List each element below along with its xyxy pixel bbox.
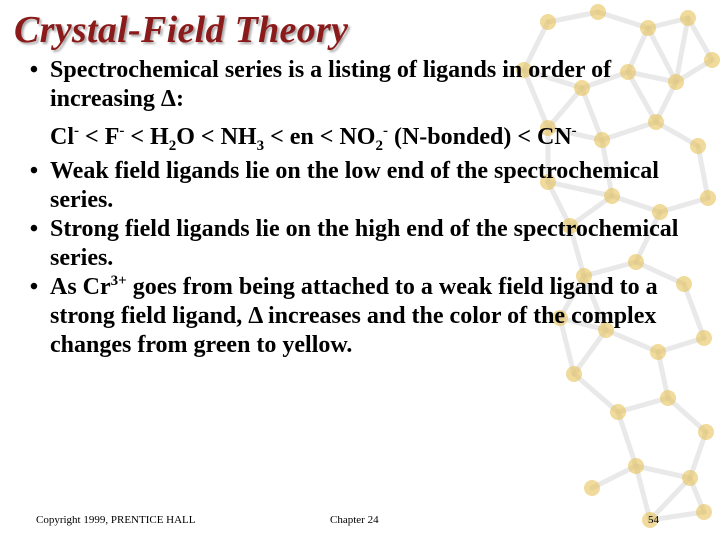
less-than: < bbox=[264, 124, 290, 150]
lattice-bond bbox=[574, 374, 618, 412]
ligand-en: en bbox=[289, 124, 314, 150]
lattice-atom bbox=[566, 366, 582, 382]
ligand-f: F bbox=[104, 124, 120, 150]
chromium-charge: 3+ bbox=[110, 273, 127, 289]
lattice-bond bbox=[636, 466, 650, 520]
ligand-nh3: NH bbox=[220, 124, 257, 150]
slide-title: Crystal-Field Theory bbox=[14, 9, 349, 51]
ligand-h2o-h: H bbox=[150, 124, 169, 150]
ligand-cl-charge: - bbox=[74, 123, 79, 139]
bullet-strong-field bbox=[18, 215, 698, 273]
ligand-f-charge: - bbox=[119, 123, 125, 139]
slide-body bbox=[18, 56, 698, 360]
lattice-atom bbox=[696, 504, 712, 520]
ligand-nh3-subscript: 3 bbox=[256, 137, 265, 154]
bullet-weak-field bbox=[18, 157, 698, 215]
bullet-dot: • bbox=[29, 216, 39, 242]
less-than: < bbox=[194, 124, 221, 150]
lattice-atom bbox=[540, 14, 556, 30]
spectrochemical-series-line bbox=[18, 123, 698, 152]
ligand-h2o-o: O bbox=[176, 124, 195, 150]
bullet-text bbox=[50, 273, 698, 360]
bullet-chromium-color bbox=[18, 273, 698, 360]
bullet-text: Strong field ligands lie on the high end of the spectrochemical series. bbox=[50, 216, 679, 271]
lattice-atom bbox=[696, 330, 712, 346]
ligand-no2-note: (N-bonded) bbox=[387, 124, 518, 150]
lattice-atom bbox=[700, 190, 716, 206]
lattice-atom bbox=[698, 424, 714, 440]
less-than: < bbox=[517, 124, 537, 150]
bullet-spectrochemical-series bbox=[18, 56, 698, 114]
lattice-atom bbox=[682, 470, 698, 486]
bullet-text-part: goes from being attached to a weak field ligand to a strong field ligand, Δ increases and the color of the complex changes from green to yellow. bbox=[50, 274, 658, 358]
bullet-dot: • bbox=[29, 274, 39, 300]
footer-copyright: Copyright 1999, PRENTICE HALL bbox=[36, 514, 196, 526]
less-than: < bbox=[79, 124, 105, 150]
less-than: < bbox=[313, 124, 340, 150]
ligand-cl: Cl bbox=[50, 124, 74, 150]
ligand-h2o-subscript: 2 bbox=[168, 137, 177, 154]
lattice-atom bbox=[590, 4, 606, 20]
lattice-atom bbox=[584, 480, 600, 496]
lattice-atom bbox=[610, 404, 626, 420]
lattice-bond bbox=[618, 412, 636, 466]
bullet-text: Spectrochemical series is a listing of ligands in order of increasing Δ: bbox=[50, 57, 612, 112]
bullet-dot: • bbox=[29, 57, 39, 83]
less-than: < bbox=[124, 124, 151, 150]
footer-chapter: Chapter 24 bbox=[330, 514, 379, 526]
lattice-atom bbox=[680, 10, 696, 26]
lattice-atom bbox=[640, 20, 656, 36]
bullet-dot: • bbox=[29, 158, 39, 184]
ligand-cn: CN bbox=[537, 124, 572, 150]
lattice-atom bbox=[628, 458, 644, 474]
lattice-atom bbox=[704, 52, 720, 68]
ligand-no2: NO bbox=[339, 124, 376, 150]
footer-page-number: 54 bbox=[648, 514, 659, 526]
ligand-cn-charge: - bbox=[571, 123, 577, 139]
bullet-text: Weak field ligands lie on the low end of the spectrochemical series. bbox=[50, 158, 659, 213]
lattice-atom bbox=[660, 390, 676, 406]
ligand-no2-subscript: 2 bbox=[375, 137, 383, 154]
bullet-text-part: As Cr bbox=[50, 274, 111, 300]
ligand-no2-charge: - bbox=[382, 123, 388, 139]
lattice-bond bbox=[636, 466, 690, 478]
